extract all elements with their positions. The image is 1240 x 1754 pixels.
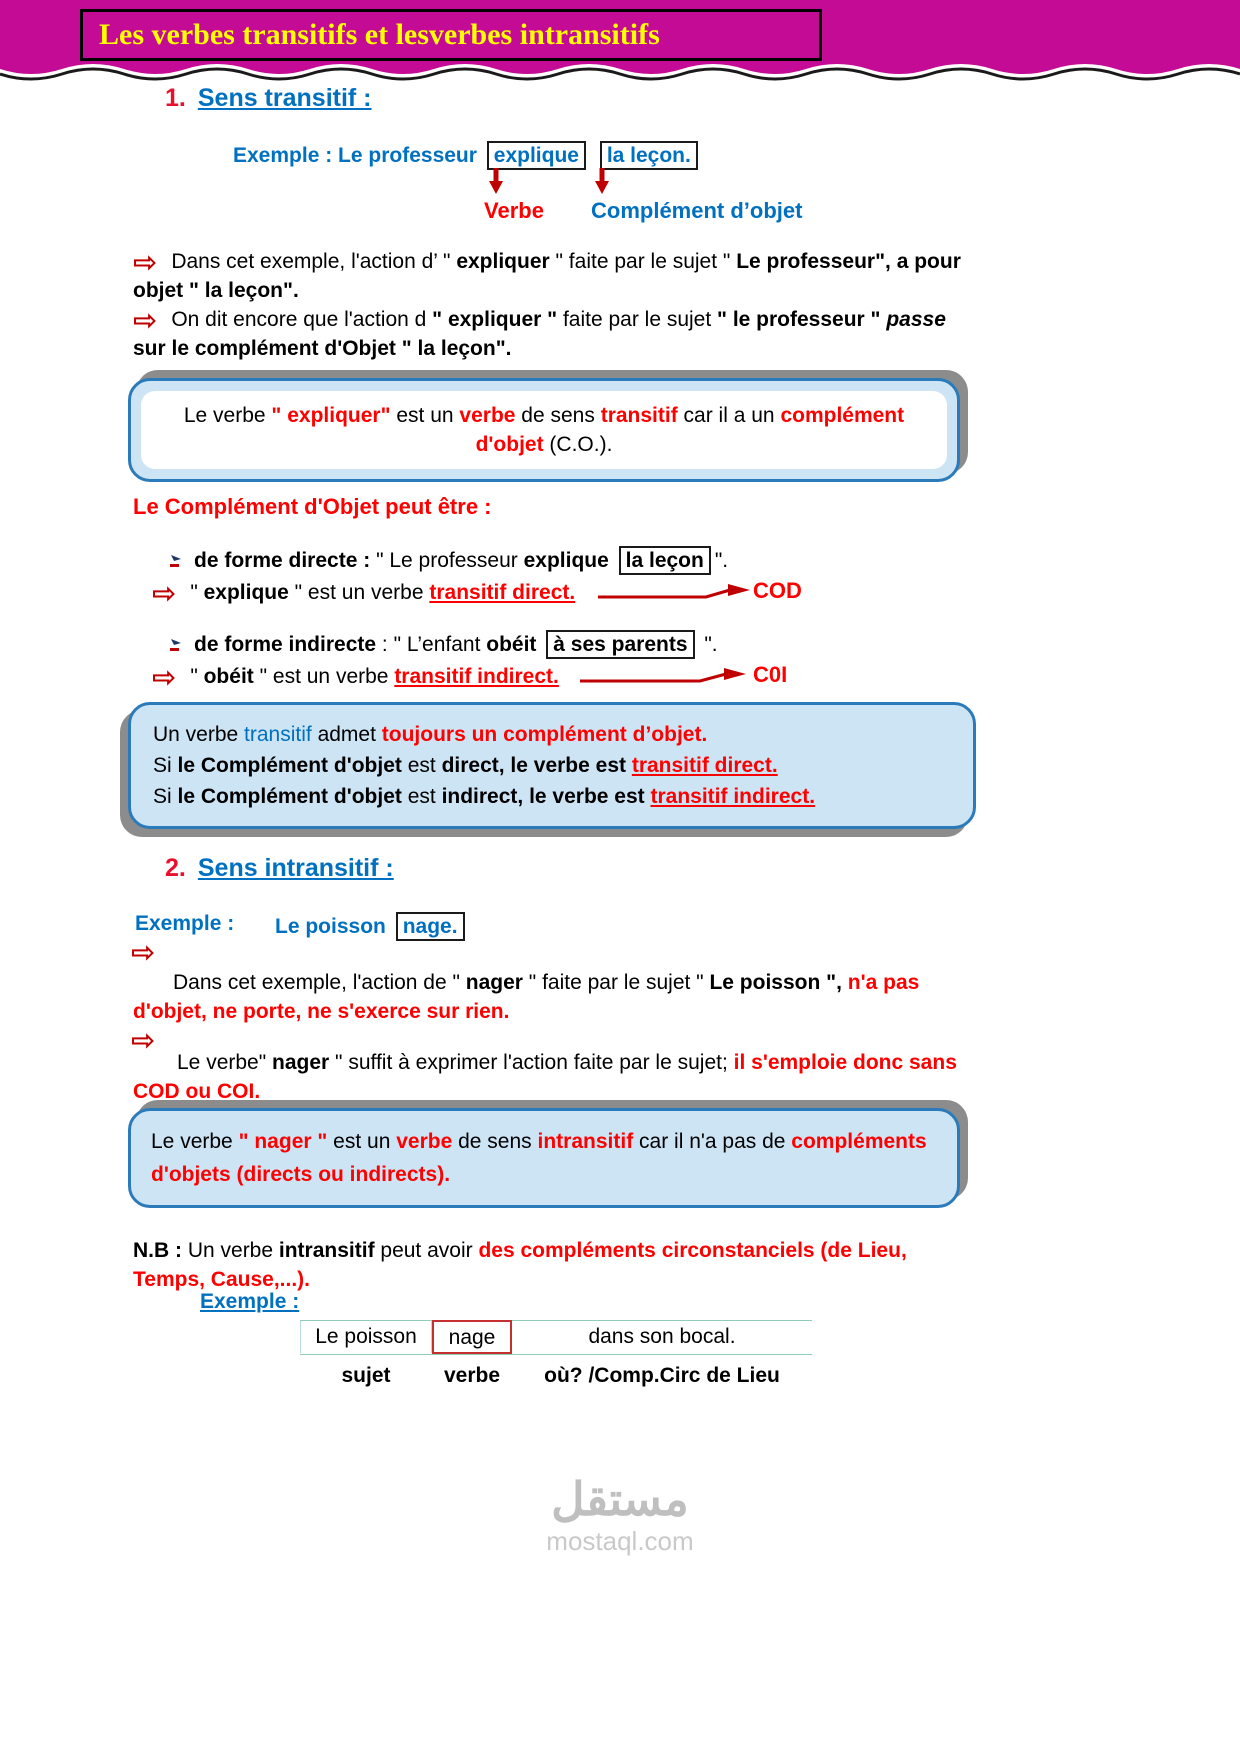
complement-objet-label: Complément d’objet bbox=[591, 198, 803, 223]
paragraph-intransitif-2: Le verbe" nager " suffit à exprimer l'action faite par le sujet; il s'emploie donc sans COD ou COI. bbox=[133, 1051, 957, 1103]
table-cell-verbe: nage bbox=[432, 1320, 512, 1354]
definition-box-intransitif-text: Le verbe " nager " est un verbe de sens intransitif car il n'a pas de compléments d'objets (directs ou indirects). bbox=[151, 1130, 927, 1186]
item-forme-directe: de forme directe : " Le professeur explique la leçon ". bbox=[168, 546, 928, 575]
bullet-icon bbox=[168, 638, 184, 653]
paragraph-transitif-1: ⇨ Dans cet exemple, l'action d’ " expliquer " faite par le sujet " Le professeur", a pour objet " la leçon". bbox=[133, 245, 961, 302]
red-arrow-icon: ⇨ bbox=[133, 303, 158, 337]
exemple-label-2: Exemple : bbox=[135, 912, 235, 935]
table-label-sujet: sujet bbox=[341, 1364, 391, 1387]
definition-box-intransitif bbox=[128, 1108, 960, 1208]
rule-line-2: Si le Complément d'objet est direct, le verbe est transitif direct. bbox=[153, 754, 778, 777]
section-2-heading bbox=[165, 854, 394, 883]
red-arrow-icon: ⇨ bbox=[152, 660, 177, 694]
connector-arrow-coi bbox=[580, 666, 770, 690]
red-arrow-icon: ⇨ bbox=[133, 245, 158, 279]
section-1-title: Sens transitif : bbox=[197, 84, 372, 112]
example-sentence-2: Le poisson nage. bbox=[275, 912, 469, 941]
example-sentence-1: Exemple : Le professeur explique la leçon. bbox=[233, 141, 702, 170]
nb-paragraph: N.B : Un verbe intransitif peut avoir des compléments circonstanciels (de Lieu, Temps, Cause,...). bbox=[133, 1239, 907, 1291]
table-cell-sujet: Le poisson bbox=[300, 1321, 432, 1353]
cod-label: COD bbox=[753, 578, 802, 603]
red-arrow-icon: ⇨ bbox=[152, 576, 177, 610]
rule-line-3: Si le Complément d'objet est indirect, le verbe est transitif indirect. bbox=[153, 785, 816, 808]
red-arrow-icon: ⇨ bbox=[131, 935, 156, 969]
paragraph-intransitif-1: Dans cet exemple, l'action de " nager " faite par le sujet " Le poisson ", n'a pas d'objet, ne porte, ne s'exerce sur rien. bbox=[133, 971, 920, 1023]
section-2-title: Sens intransitif : bbox=[197, 854, 394, 882]
coi-label: C0I bbox=[753, 662, 788, 687]
rule-box-transitif bbox=[128, 702, 976, 829]
analysis-table bbox=[300, 1320, 812, 1392]
paragraph-transitif-2: ⇨ On dit encore que l'action d " expliquer " faite par le sujet " le professeur " passe sur le complément d'Objet " la leçon". bbox=[133, 303, 946, 360]
definition-box-transitif bbox=[128, 378, 960, 482]
definition-box-transitif-text: Le verbe " expliquer" est un verbe de sens transitif car il a un complément d'objet (C.O.). bbox=[141, 391, 947, 469]
section-2-number: 2. bbox=[165, 854, 186, 882]
connector-arrow-cod bbox=[598, 582, 773, 606]
table-label-verbe: verbe bbox=[443, 1364, 501, 1387]
page-title: Les verbes transitifs et lesverbes intransitifs bbox=[99, 18, 660, 51]
table-label-complement: où? /Comp.Circ de Lieu bbox=[544, 1364, 780, 1387]
watermark-domain: mostaql.com bbox=[546, 1526, 694, 1556]
red-arrow-icon: ⇨ bbox=[131, 1023, 156, 1057]
watermark-arabic: مستقل bbox=[551, 1473, 689, 1525]
section-1-heading bbox=[165, 84, 372, 113]
down-arrow-icon-complement bbox=[593, 168, 611, 195]
red-arrow-standalone-1 bbox=[131, 935, 169, 969]
verbe-label: Verbe bbox=[484, 198, 544, 223]
item-transitif-direct: ⇨ " explique " est un verbe transitif direct. bbox=[152, 576, 576, 610]
section-1-number: 1. bbox=[165, 84, 186, 112]
down-arrow-icon-verbe bbox=[487, 168, 505, 195]
table-row-sentence bbox=[300, 1320, 812, 1355]
item-transitif-indirect: ⇨ " obéit " est un verbe transitif indirect. bbox=[152, 660, 559, 694]
complement-heading: Le Complément d'Objet peut être : bbox=[133, 494, 492, 519]
bullet-icon bbox=[168, 554, 184, 569]
table-row-labels bbox=[300, 1360, 812, 1392]
item-forme-indirecte: de forme indirecte : " L’enfant obéit à ses parents ". bbox=[168, 630, 928, 659]
table-cell-complement: dans son bocal. bbox=[588, 1325, 736, 1348]
page-title-box bbox=[80, 9, 822, 61]
exemple-label-3: Exemple : bbox=[200, 1290, 300, 1313]
rule-line-1: Un verbe transitif admet toujours un complément d’objet. bbox=[153, 723, 708, 746]
watermark bbox=[0, 1474, 1240, 1558]
